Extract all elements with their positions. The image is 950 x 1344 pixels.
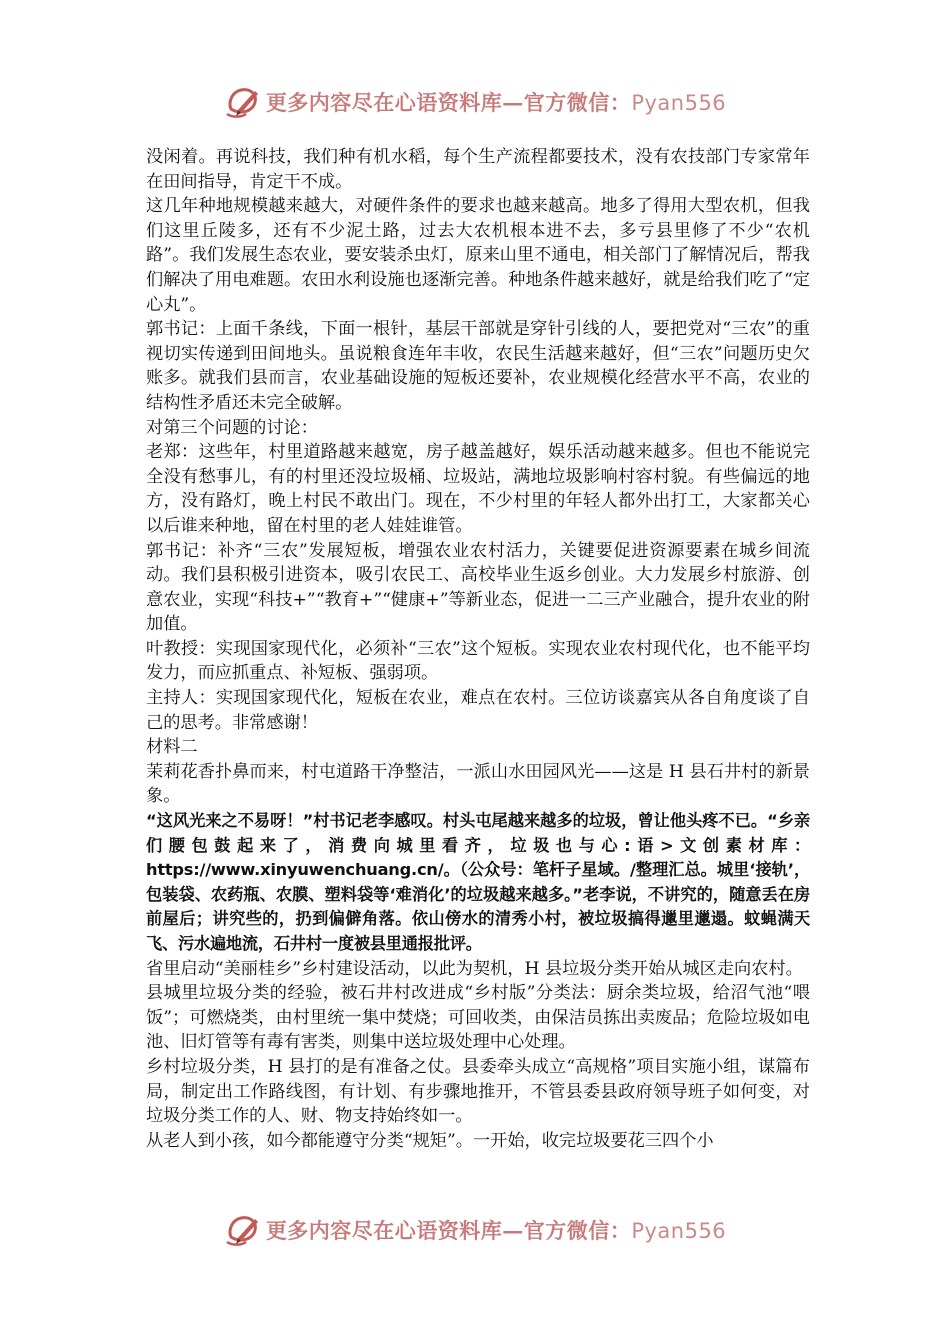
paragraph: 郭书记：补齐“三农”发展短板，增强农业农村活力，关键要促进资源要素在城乡间流动。我们县积极引进资本，吸引农民工、高校毕业生返乡创业。大力发展乡村旅游、创意农业，实现“科技+”“教育+”“健康+”等新业态，促进一二三产业融合，提升农业的附加值。 [146, 540, 810, 635]
footer-banner [0, 1210, 950, 1250]
wechat-code: Pyan556 [631, 1219, 727, 1243]
paragraph: 茉莉花香扑鼻而来，村屯道路干净整洁，一派山水田园风光——这是 H 县石井村的新景象。 [146, 761, 810, 807]
paragraph: 这几年种地规模越来越大，对硬件条件的要求也越来越高。地多了得用大型农机，但我们这里丘陵多，还有不少泥土路，过去大农机根本进不去，多亏县里修了不少“农机路”。我们发展生态农业，要安装杀虫灯，原来山里不通电，相关部门了解情况后，帮我们解决了用电难题。农田水利设施也逐渐完善。种地条件越来越好，就是给我们吃了“定心丸”。 [146, 196, 810, 315]
paragraph: 郭书记：上面千条线，下面一根针，基层干部就是穿针引线的人，要把党对“三农”的重视切实传递到田间地头。虽说粮食连年丰收，农民生活越来越好，但“三农”问题历史欠账多。就我们县而言，农业基础设施的短板还要补，农业规模化经营水平不高，农业的结构性矛盾还未完全破解。 [146, 319, 810, 413]
paragraph: 老郑：这些年，村里道路越来越宽，房子越盖越好，娱乐活动越来越多。但也不能说完全没有愁事儿，有的村里还没垃圾桶、垃圾站，满地垃圾影响村容村貌。有些偏远的地方，没有路灯，晚上村民不敢出门。现在，不少村里的年轻人都外出打工，大家都关心以后谁来种地，留在村里的老人娃娃谁管。 [146, 442, 810, 536]
paragraph: 县城里垃圾分类的经验，被石井村改进成“乡村版”分类法：厨余类垃圾，给沼气池“喂饭”；可燃烧类，由村里统一集中焚烧；可回收类，由保洁员拣出卖废品；危险垃圾如电池、旧灯管等有毒有害类，则集中送垃圾处理中心处理。 [146, 983, 810, 1053]
pen-logo-icon [224, 1210, 264, 1250]
section-heading: 材料二 [146, 737, 198, 758]
banner-text: 更多内容尽在心语资料库—官方微信： [265, 1218, 632, 1243]
paragraph: 从老人到小孩，如今都能遵守分类“规矩”。一开始，收完垃圾要花三四个小 [146, 1130, 714, 1151]
document-body [146, 145, 810, 1153]
wechat-code: Pyan556 [631, 91, 727, 115]
paragraph: 省里启动“美丽桂乡”乡村建设活动，以此为契机，H 县垃圾分类开始从城区走向农村。 [146, 958, 803, 979]
paragraph: 对第三个问题的讨论： [146, 417, 318, 438]
paragraph: 叶教授：实现国家现代化，必须补“三农”这个短板。实现农业农村现代化，也不能平均发力，而应抓重点、补短板、强弱项。 [146, 638, 810, 684]
pen-logo-icon [224, 82, 264, 122]
banner-text: 更多内容尽在心语资料库—官方微信： [265, 90, 632, 115]
paragraph: 主持人：实现国家现代化，短板在农业，难点在农村。三位访谈嘉宾从各自角度谈了自己的思考。非常感谢！ [146, 688, 810, 733]
paragraph: 乡村垃圾分类，H 县打的是有准备之仗。县委牵头成立“高规格”项目实施小组，谋篇布局，制定出工作路线图，有计划、有步骤地推开，不管县委县政府领导班子如何变，对垃圾分类工作的人、财、物支持始终如一。 [146, 1056, 810, 1127]
paragraph: 没闲着。再说科技，我们种有机水稻，每个生产流程都要技术，没有农技部门专家常年在田间指导，肯定干不成。 [146, 147, 810, 192]
header-banner [0, 82, 950, 122]
quoted-paragraph: “这风光来之不易呀！”村书记老李感叹。村头屯尾越来越多的垃圾，曾让他头疼不已。“乡亲们腰包鼓起来了，消费向城里看齐，垃圾也与心:语>文创素材库：https://www.xinyuwenchuang.cn/。（公众号：笔杆子星域。/整理汇总。城里‘接轨’，包装袋、农药瓶、农膜、塑料袋等‘难消化’的垃圾越来越多。”老李说，不讲究的，随意丢在房前屋后；讲究些的，扔到偏僻角落。依山傍水的清秀小村，被垃圾搞得邋里邋遢。蚊蝇满天飞、污水遍地流，石井村一度被县里通报批评。 [146, 811, 810, 953]
